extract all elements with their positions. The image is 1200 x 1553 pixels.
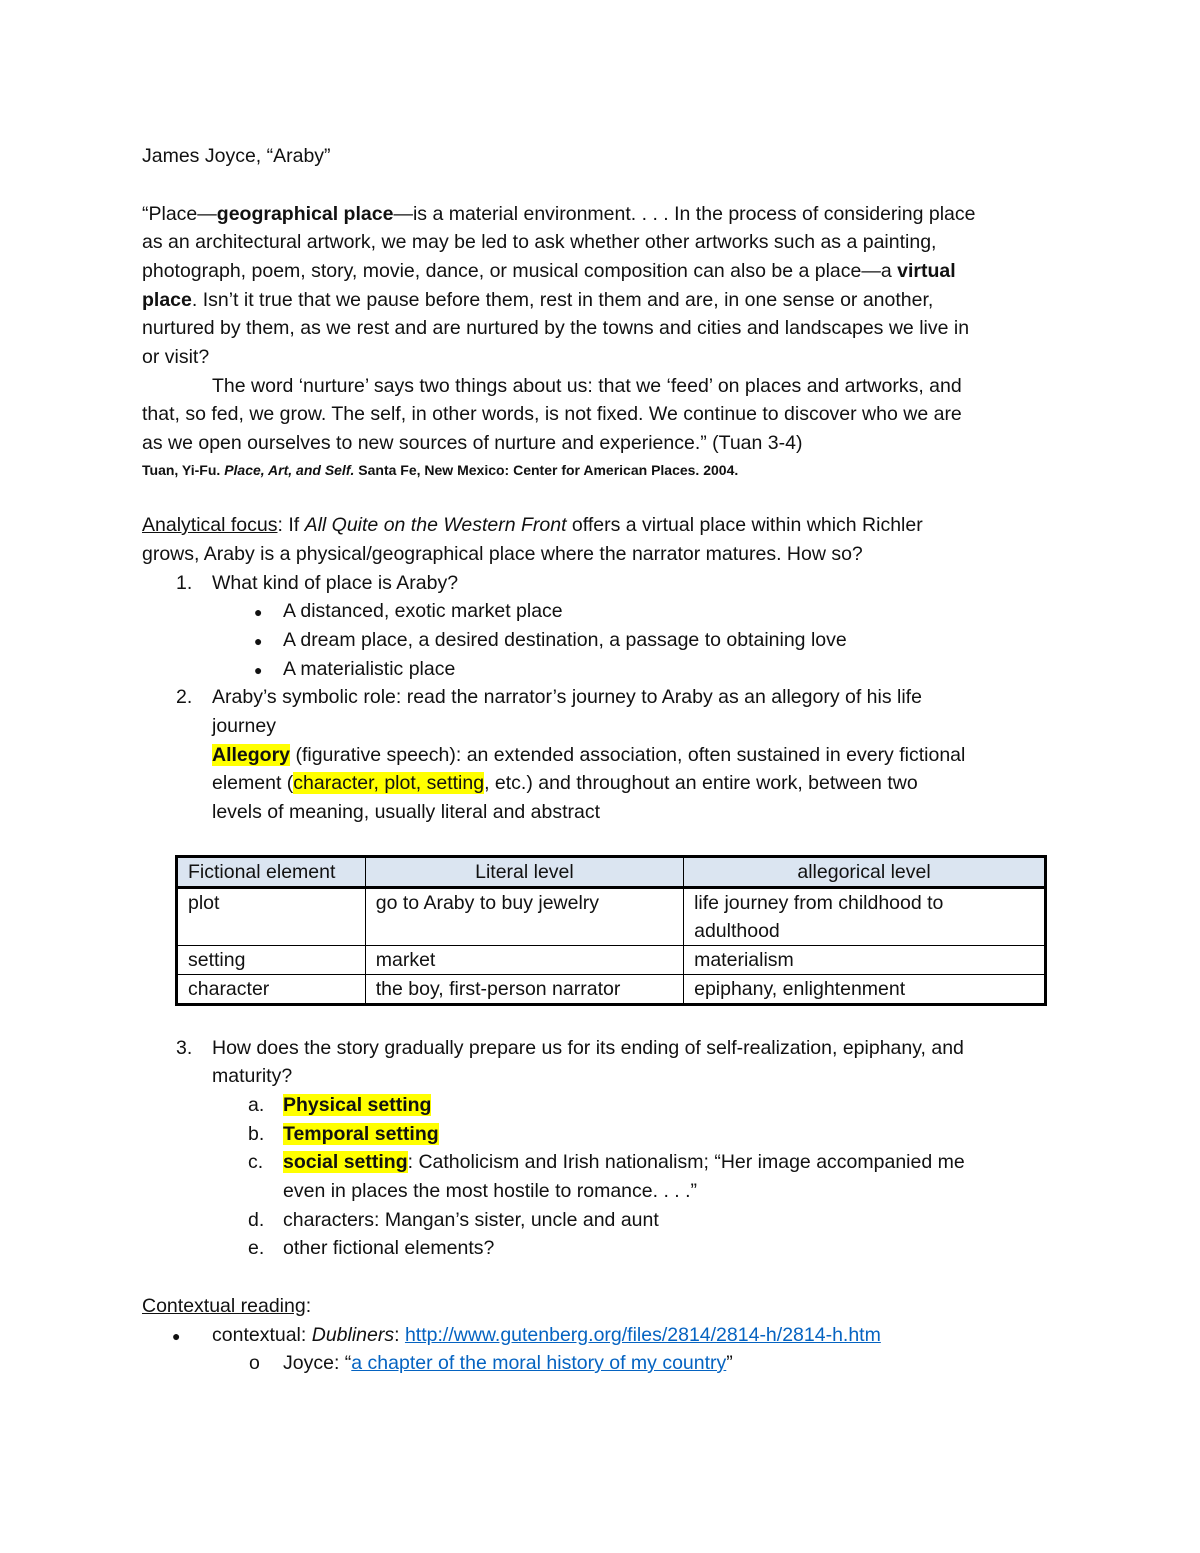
list-letter: d. <box>248 1209 265 1231</box>
question-3-line-1: How does the story gradually prepare us for its ending of self-realization, epiphany, and <box>212 1037 964 1059</box>
list-number: 1. <box>176 572 193 594</box>
context-text: ” <box>726 1352 733 1374</box>
focus-line-1 <box>142 511 923 539</box>
question-3-line-2: maturity? <box>212 1065 293 1087</box>
table-cell: go to Araby to buy jewelry <box>365 888 683 946</box>
question-1: What kind of place is Araby? <box>212 572 459 594</box>
item-text: characters: Mangan’s sister, uncle and aunt <box>283 1209 659 1231</box>
list-letter: a. <box>248 1094 265 1116</box>
context-text: : <box>394 1324 405 1346</box>
allegory-table <box>175 855 1047 1006</box>
highlighted-term: Temporal setting <box>283 1123 439 1145</box>
bullet-icon: ● <box>172 1328 181 1344</box>
list-item <box>283 1091 431 1119</box>
sub-bullet-icon: o <box>249 1352 260 1374</box>
cell-text: life journey from childhood to adulthood <box>694 892 944 942</box>
moral-history-link[interactable]: a chapter of the moral history of my country <box>351 1352 727 1374</box>
table-header-row <box>177 857 1046 888</box>
gutenberg-link[interactable]: http://www.gutenberg.org/files/2814/2814-h/2814-h.htm <box>404 1324 881 1346</box>
quote-text: photograph, poem, story, movie, dance, or musical composition can also be a place—a <box>142 260 898 282</box>
definition-text: (figurative speech): an extended association, often sustained in every fictional <box>290 744 966 766</box>
allegory-def-line-1 <box>212 741 965 769</box>
bullet-icon: ● <box>254 604 263 620</box>
context-bullet-2 <box>283 1349 733 1377</box>
context-bullet-1 <box>212 1321 881 1349</box>
table-cell: epiphany, enlightenment <box>684 975 1046 1005</box>
definition-text: , etc.) and throughout an entire work, between two <box>484 772 918 794</box>
list-item <box>283 1234 494 1262</box>
book-title: Dubliners <box>311 1324 395 1346</box>
bullet-icon: ● <box>254 633 263 649</box>
focus-line-2: grows, Araby is a physical/geographical place where the narrator matures. How so? <box>142 543 863 565</box>
quote-line-7: The word ‘nurture’ says two things about us: that we ‘feed’ on places and artworks, and <box>212 375 962 397</box>
quote-text: —is a material environment. . . . In the process of considering place <box>393 203 976 225</box>
list-item: A distanced, exotic market place <box>283 600 563 622</box>
focus-text: : If <box>277 514 305 536</box>
table-cell: market <box>365 946 683 975</box>
table-row <box>177 946 1046 975</box>
contextual-reading-heading <box>142 1292 311 1320</box>
citation <box>142 460 738 480</box>
question-2-line-1: Araby’s symbolic role: read the narrator’s journey to Araby as an allegory of his life <box>212 686 922 708</box>
quote-line-4 <box>142 286 933 314</box>
quote-line-5: nurtured by them, as we rest and are nurtured by the towns and cities and landscapes we live in <box>142 317 970 339</box>
quote-bold-term: place <box>142 289 192 311</box>
focus-book-title: All Quite on the Western Front <box>304 514 567 536</box>
list-item: A materialistic place <box>283 658 456 680</box>
context-label: Contextual reading <box>142 1295 306 1317</box>
quote-line-2: as an architectural artwork, we may be led to ask whether other artworks such as a painting, <box>142 231 937 253</box>
context-text: contextual: <box>212 1324 312 1346</box>
quote-line-9: as we open ourselves to new sources of nurture and experience.” (Tuan 3-4) <box>142 432 803 454</box>
highlighted-term: Physical setting <box>283 1094 432 1116</box>
quote-line-8: that, so fed, we grow. The self, in other words, is not fixed. We continue to discover who we are <box>142 403 962 425</box>
question-2-line-2: journey <box>212 715 276 737</box>
focus-label: Analytical focus <box>142 514 278 536</box>
allegory-def-line-3: levels of meaning, usually literal and abstract <box>212 801 601 823</box>
list-number: 2. <box>176 686 193 708</box>
table-row <box>177 975 1046 1005</box>
list-letter: c. <box>248 1151 264 1173</box>
highlighted-term: social setting <box>283 1151 408 1173</box>
document-title: James Joyce, “Araby” <box>142 145 331 167</box>
list-letter: b. <box>248 1123 265 1145</box>
context-text: Joyce: “ <box>283 1352 352 1374</box>
list-item <box>283 1206 659 1234</box>
table-header: Literal level <box>365 857 683 888</box>
item-text: : Catholicism and Irish nationalism; “Her image accompanied me <box>407 1151 965 1173</box>
quote-line-6: or visit? <box>142 346 210 368</box>
quote-text: . Isn’t it true that we pause before them, rest in them and are, in one sense or another, <box>191 289 934 311</box>
list-letter: e. <box>248 1237 265 1259</box>
list-item <box>283 1120 439 1148</box>
bullet-icon: ● <box>254 662 263 678</box>
list-item: A dream place, a desired destination, a passage to obtaining love <box>283 629 847 651</box>
focus-text: offers a virtual place within which Richler <box>566 514 923 536</box>
table-cell: the boy, first-person narrator <box>365 975 683 1005</box>
allegory-term: Allegory <box>212 744 291 766</box>
citation-author: Tuan, Yi-Fu. <box>142 462 225 478</box>
citation-publisher: Santa Fe, New Mexico: Center for American Places. 2004. <box>354 462 739 478</box>
list-item <box>283 1148 965 1176</box>
table-cell: character <box>177 975 366 1005</box>
table-row <box>177 888 1046 946</box>
context-colon: : <box>305 1295 312 1317</box>
table-header: Fictional element <box>177 857 366 888</box>
definition-text: element ( <box>212 772 294 794</box>
table-cell: setting <box>177 946 366 975</box>
item-text: other fictional elements? <box>283 1237 495 1259</box>
table-header: allegorical level <box>684 857 1046 888</box>
table-cell <box>684 888 1046 946</box>
list-number: 3. <box>176 1037 193 1059</box>
quote-line-1 <box>142 200 975 228</box>
quote-bold-term: virtual <box>897 260 956 282</box>
highlighted-elements: character, plot, setting <box>293 772 485 794</box>
table-cell: plot <box>177 888 366 946</box>
quote-bold-term: geographical place <box>216 203 394 225</box>
allegory-def-line-2 <box>212 769 918 797</box>
quote-line-3 <box>142 257 956 285</box>
table-cell: materialism <box>684 946 1046 975</box>
list-item-continuation: even in places the most hostile to romance. . . .” <box>283 1180 698 1202</box>
quote-text: “Place— <box>142 203 217 225</box>
citation-title: Place, Art, and Self. <box>224 462 355 478</box>
